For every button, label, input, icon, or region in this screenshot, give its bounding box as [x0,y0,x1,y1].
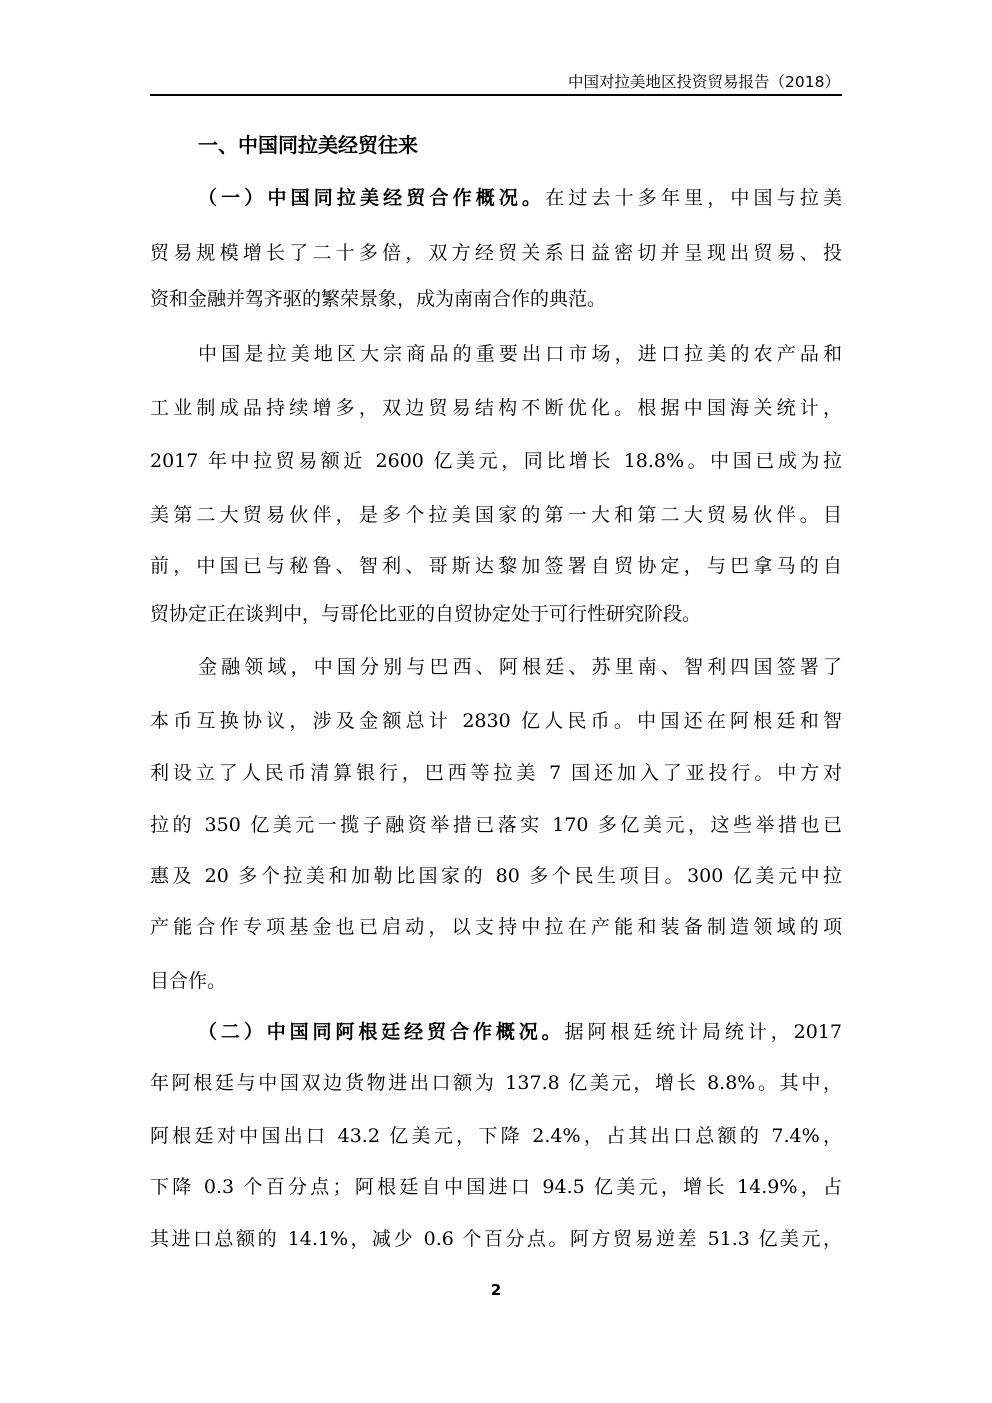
paragraph-lead: （一）中国同拉美经贸合作概况。 [198,187,546,209]
text-line: 贸协定正在谈判中，与哥伦比亚的自贸协定处于可行性研究阶段。 [150,603,702,625]
text-line: 中国是拉美地区大宗商品的重要出口市场，进口拉美的农产品和 [198,343,842,365]
text-line: 工业制成品持续增多，双边贸易结构不断优化。根据中国海关统计， [150,397,842,419]
text-line: 利设立了人民币清算银行，巴西等拉美 7 国还加入了亚投行。中方对 [150,762,842,784]
text-line: 惠及 20 多个拉美和加勒比国家的 80 多个民生项目。300 亿美元中拉 [150,865,842,887]
section-heading: 一、中国同拉美经贸往来 [198,133,418,157]
text-line: （一）中国同拉美经贸合作概况。在过去十多年里，中国与拉美 [198,187,842,209]
header-divider [150,94,842,96]
text-line: 产能合作专项基金也已启动，以支持中拉在产能和装备制造领域的项 [150,916,842,938]
text-line: 本币互换协议，涉及金额总计 2830 亿人民币。中国还在阿根廷和智 [150,710,842,732]
report-title: 中国对拉美地区投资贸易报告（2018） [568,73,840,91]
text-line: 贸易规模增长了二十多倍，双方经贸关系日益密切并呈现出贸易、投 [150,242,842,264]
text-line: 美第二大贸易伙伴，是多个拉美国家的第一大和第二大贸易伙伴。目 [150,504,842,526]
text-line: （二）中国同阿根廷经贸合作概况。据阿根廷统计局统计，2017 [198,1021,842,1043]
text-line: 金融领域，中国分别与巴西、阿根廷、苏里南、智利四国签署了 [198,656,842,678]
paragraph-lead: （二）中国同阿根廷经贸合作概况。 [198,1021,565,1043]
text-line: 其进口总额的 14.1%，减少 0.6 个百分点。阿方贸易逆差 51.3 亿美元， [150,1228,842,1250]
text-line: 前，中国已与秘鲁、智利、哥斯达黎加签署自贸协定，与巴拿马的自 [150,555,842,577]
text-line: 阿根廷对中国出口 43.2 亿美元，下降 2.4%，占其出口总额的 7.4%， [150,1125,842,1147]
text-line: 目合作。 [150,970,227,992]
text-line: 拉的 350 亿美元一揽子融资举措已落实 170 多亿美元，这些举措也已 [150,814,842,836]
page-number: 2 [490,1281,502,1299]
text-line: 年阿根廷与中国双边货物进出口额为 137.8 亿美元，增长 8.8%。其中， [150,1072,842,1094]
text-line: 2017 年中拉贸易额近 2600 亿美元，同比增长 18.8%。中国已成为拉 [150,450,842,472]
text-line: 下降 0.3 个百分点；阿根廷自中国进口 94.5 亿美元，增长 14.9%，占 [150,1176,842,1198]
text-line: 资和金融并驾齐驱的繁荣景象，成为南南合作的典范。 [150,288,607,310]
